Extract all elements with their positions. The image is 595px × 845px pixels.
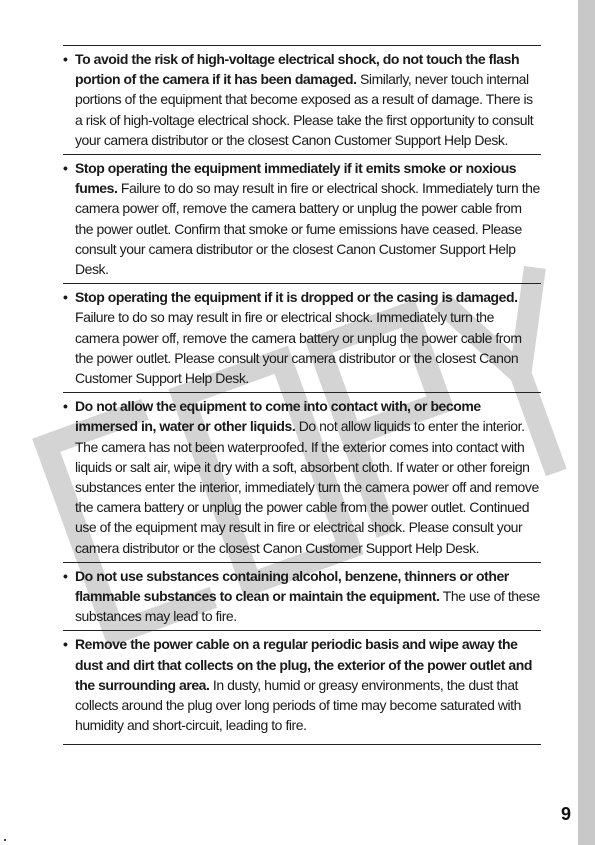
list-item: [63, 392, 541, 562]
bullet: •: [63, 567, 68, 584]
list-item: [63, 562, 541, 631]
item-lead: Stop operating the equipment if it is dropped or the casing is damaged.: [75, 289, 518, 306]
bullet: •: [63, 398, 68, 415]
bullet: •: [63, 51, 68, 67]
list-item: [63, 45, 541, 154]
item-lead: To avoid the risk of high-voltage electrical shock, do not touch the flash portion of the camera if it has been damaged.: [75, 51, 520, 88]
corner-mark: [4, 839, 6, 841]
safety-precautions-list: [63, 45, 541, 745]
item-body: The use of these substances may lead to fire.: [75, 588, 540, 625]
list-item: [63, 630, 541, 744]
item-body: Similarly, never touch internal portions of the equipment that become exposed as a result of damage. There is a risk of high-voltage electrical shock. Please take the first opportunity to consult your camera distributor or the closest Canon Customer Support Help Desk.: [75, 71, 534, 148]
item-lead: Stop operating the equipment immediately if it emits smoke or noxious fumes.: [75, 160, 517, 197]
bullet: •: [63, 636, 68, 653]
item-body: In dusty, humid or greasy environments, the dust that collects around the plug over long periods of time may become saturated with humidity and short-circuit, leading to fire.: [75, 676, 521, 734]
item-body: Failure to do so may result in fire or electrical shock. Immediately turn the camera power off, remove the camera battery or unplug the power cable from the power outlet. Confirm that smoke or fume emissions have ceased. Please consult your camera distributor or the closest Canon Customer Support Help Desk.: [75, 180, 540, 278]
bullet: •: [63, 160, 68, 177]
list-item: [63, 154, 541, 283]
list-item: [63, 283, 541, 392]
item-body: Do not allow liquids to enter the interior. The camera has not been waterproofed. If the exterior comes into contact with liquids or salt air, wipe it dry with a soft, absorbent cloth. If water or other foreign substances enter the interior, immediately turn the camera power off and remove the camera battery or unplug the power cable from the power outlet. Continued use of the equipment may result in fire or electrical shock. Please consult your camera distributor or the closest Canon Customer Support Help Desk.: [75, 418, 539, 556]
item-body: Failure to do so may result in fire or electrical shock. Immediately turn the camera power off, remove the camera battery or unplug the power cable from the power outlet. Please consult your camera distributor or the closest Canon Customer Support Help Desk.: [75, 309, 522, 387]
page-edge-bar: [578, 0, 595, 845]
bullet: •: [63, 289, 68, 306]
item-lead: Do not allow the equipment to come into contact with, or become immersed in, water or other liquids.: [75, 398, 481, 435]
item-lead: Remove the power cable on a regular periodic basis and wipe away the dust and dirt that collects on the plug, the exterior of the power outlet and the surrounding area.: [75, 636, 532, 693]
page-number: 9: [561, 804, 572, 824]
item-lead: Do not use substances containing alcohol, benzene, thinners or other flammable substances to clean or maintain the equipment.: [75, 567, 509, 605]
